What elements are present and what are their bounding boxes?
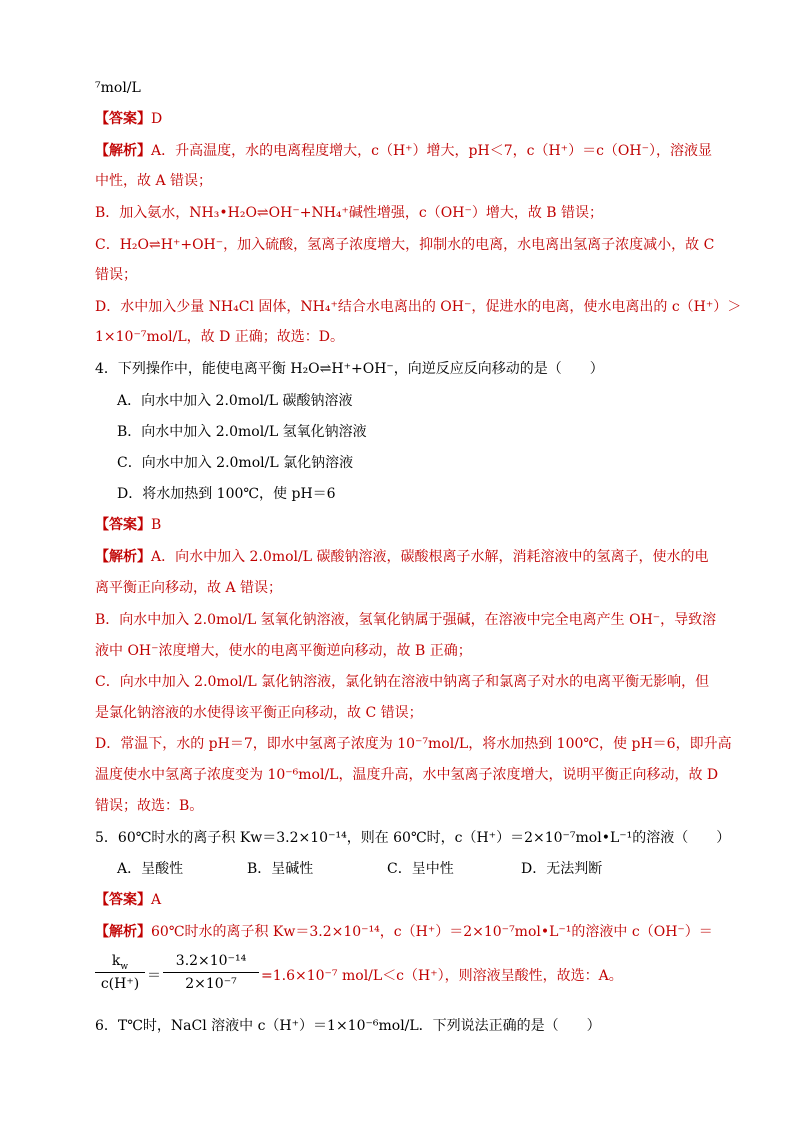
explanation-3-a bbox=[95, 141, 712, 161]
answer-tag: 【答案】 bbox=[95, 892, 151, 908]
explanation-line: 错误； bbox=[95, 267, 137, 283]
explanation-line: 错误；故选：B。 bbox=[95, 798, 204, 814]
explanation-line: 是氯化钠溶液的水使得该平衡正向移动，故 C 错误； bbox=[95, 705, 423, 721]
question-4-option-c: C．向水中加入 2.0mol/L 氯化钠溶液 bbox=[117, 455, 354, 471]
continued-unit: ⁷mol/L bbox=[95, 80, 141, 96]
explanation-line: C．向水中加入 2.0mol/L 氯化钠溶液，氯化钠在溶液中钠离子和氯离子对水的电离平衡无影响，但 bbox=[95, 674, 710, 690]
fraction-result-text: =1.6×10⁻⁷ mol/L＜c（H⁺），则溶液呈酸性，故选：A。 bbox=[261, 968, 623, 984]
answer-tag: 【答案】 bbox=[95, 111, 151, 127]
explanation-5-a bbox=[95, 922, 713, 942]
fraction-numerator bbox=[95, 952, 145, 973]
question-4-option-b: B．向水中加入 2.0mol/L 氢氧化钠溶液 bbox=[117, 424, 367, 440]
question-4-option-d: D．将水加热到 100℃，使 pH＝6 bbox=[117, 486, 336, 502]
question-5-option-b: B．呈碱性 bbox=[247, 861, 314, 877]
kw-subscript: w bbox=[120, 961, 129, 972]
fraction-denominator: 2×10⁻⁷ bbox=[185, 976, 237, 992]
explanation-tag: 【解析】 bbox=[95, 143, 151, 159]
answer-value: A bbox=[151, 892, 162, 908]
answer-tag: 【答案】 bbox=[95, 517, 151, 533]
explanation-line: 液中 OH⁻浓度增大，使水的电离平衡逆向移动，故 B 正确； bbox=[95, 643, 472, 659]
explanation-4-a bbox=[95, 547, 708, 567]
fraction-numerator: 3.2×10⁻¹⁴ bbox=[163, 952, 259, 973]
answer-value: D bbox=[151, 111, 163, 127]
question-6: 6．T℃时，NaCl 溶液中 c（H⁺）＝1×10⁻⁶mol/L．下列说法正确的是（ ） bbox=[95, 1018, 601, 1034]
explanation-line: B．加入氨水，NH₃•H₂O⇌OH⁻+NH₄⁺碱性增强，c（OH⁻）增大，故 B 错误； bbox=[95, 205, 604, 221]
explanation-tag: 【解析】 bbox=[95, 549, 151, 565]
kw-symbol: k bbox=[111, 953, 121, 969]
explanation-line: D．常温下，水的 pH＝7，即水中氢离子浓度为 10⁻⁷mol/L，将水加热到 100℃，使 pH＝6，即升高 bbox=[95, 736, 732, 752]
fraction-denominator: c(H⁺) bbox=[100, 976, 140, 992]
question-5-option-d: D．无法判断 bbox=[521, 861, 603, 877]
question-4-option-a: A．向水中加入 2.0mol/L 碳酸钠溶液 bbox=[117, 393, 353, 409]
explanation-line: D．水中加入少量 NH₄Cl 固体，NH₄⁺结合水电离出的 OH⁻，促进水的电离，使水电离出的 c（H⁺）＞ bbox=[95, 299, 742, 315]
question-4: 4．下列操作中，能使电离平衡 H₂O⇌H⁺+OH⁻，向逆反应反向移动的是（ ） bbox=[95, 361, 604, 377]
explanation-text: A．向水中加入 2.0mol/L 碳酸钠溶液，碳酸根离子水解，消耗溶液中的氢离子，使水的电 bbox=[151, 549, 709, 565]
explanation-tag: 【解析】 bbox=[95, 924, 151, 940]
explanation-line: 离平衡正向移动，故 A 错误； bbox=[95, 580, 283, 596]
answer-5 bbox=[95, 890, 161, 910]
explanation-line: B．向水中加入 2.0mol/L 氢氧化钠溶液，氢氧化钠属于强碱，在溶液中完全电离产生 OH⁻，导致溶 bbox=[95, 612, 717, 628]
equals-sign: ＝ bbox=[147, 968, 161, 984]
question-5-option-c: C．呈中性 bbox=[387, 861, 454, 877]
fraction-kw-over-ch bbox=[95, 952, 145, 993]
fraction-formula bbox=[95, 948, 655, 1006]
fraction-values bbox=[163, 952, 259, 993]
explanation-line: 中性，故 A 错误； bbox=[95, 173, 213, 189]
question-5-option-a: A．呈酸性 bbox=[117, 861, 184, 877]
explanation-text: 60℃时水的离子积 Kw＝3.2×10⁻¹⁴，c（H⁺）＝2×10⁻⁷mol•L⁻¹的溶液中 c（OH⁻）＝ bbox=[151, 924, 713, 940]
explanation-line: 温度使水中氢离子浓度变为 10⁻⁶mol/L，温度升高，水中氢离子浓度增大，说明平衡正向移动，故 D bbox=[95, 767, 719, 783]
question-5: 5．60℃时水的离子积 Kw＝3.2×10⁻¹⁴，则在 60℃时，c（H⁺）＝2×10⁻⁷mol•L⁻¹的溶液（ ） bbox=[95, 830, 731, 846]
question-5-options bbox=[95, 859, 695, 879]
answer-4 bbox=[95, 515, 161, 535]
answer-value: B bbox=[151, 517, 162, 533]
explanation-text: A．升高温度，水的电离程度增大，c（H⁺）增大，pH＜7，c（H⁺）＝c（OH⁻），溶液显 bbox=[151, 143, 712, 159]
answer-3 bbox=[95, 109, 162, 129]
explanation-line: 1×10⁻⁷mol/L，故 D 正确；故选：D。 bbox=[95, 329, 344, 345]
explanation-line: C．H₂O⇌H⁺+OH⁻，加入硫酸，氢离子浓度增大，抑制水的电离，水电离出氢离子浓度减小，故 C bbox=[95, 237, 715, 253]
